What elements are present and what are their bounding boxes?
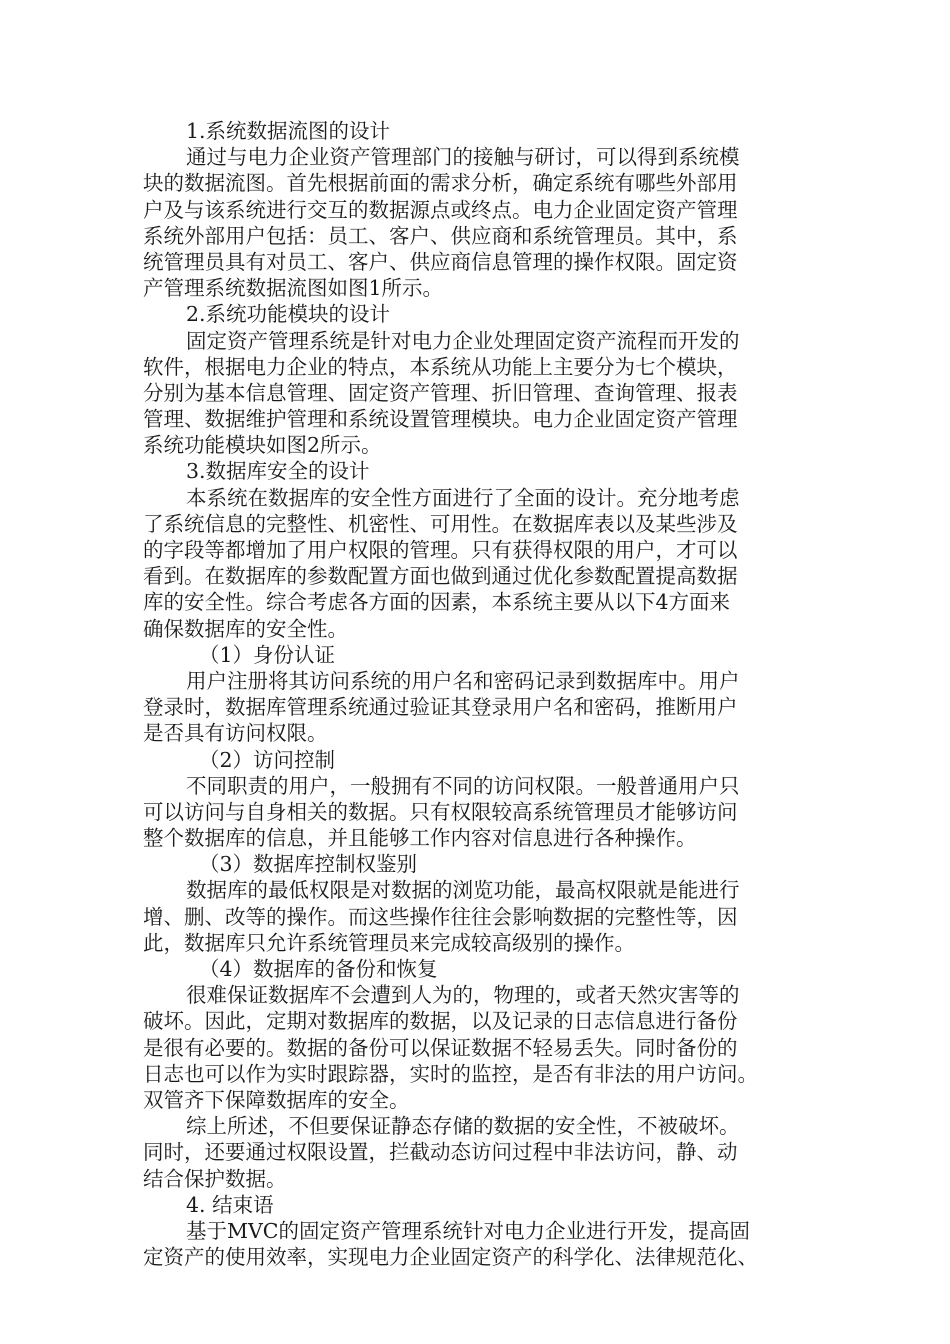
- document-body: [143, 118, 803, 1270]
- text-line: 结合保护数据。: [143, 1166, 287, 1191]
- text-line: 增、删、改等的操作。而这些操作往往会影响数据的完整性等，因: [143, 904, 738, 929]
- text-line: 看到。在数据库的参数配置方面也做到通过优化参数配置提高数据: [143, 564, 738, 589]
- text-line: 3.数据库安全的设计: [186, 459, 370, 484]
- text-line: 库的安全性。综合考虑各方面的因素，本系统主要从以下4方面来: [143, 590, 731, 615]
- text-line: 软件，根据电力企业的特点，本系统从功能上主要分为七个模块，: [143, 354, 738, 379]
- text-line: 整个数据库的信息，并且能够工作内容对信息进行各种操作。: [143, 826, 697, 851]
- text-line: 本系统在数据库的安全性方面进行了全面的设计。充分地考虑: [186, 485, 740, 510]
- text-line: 2.系统功能模块的设计: [186, 302, 391, 327]
- text-line: 很难保证数据库不会遭到人为的，物理的，或者天然灾害等的: [186, 983, 740, 1008]
- text-line: 定资产的使用效率，实现电力企业固定资产的科学化、法律规范化、: [143, 1245, 758, 1270]
- text-line: 通过与电力企业资产管理部门的接触与研讨，可以得到系统模: [186, 145, 740, 170]
- text-line: （3）数据库控制权鉴别: [199, 852, 418, 877]
- text-line: 破坏。因此，定期对数据库的数据，以及记录的日志信息进行备份: [143, 1009, 738, 1034]
- text-line: 此，数据库只允许系统管理员来完成较高级别的操作。: [143, 930, 635, 955]
- text-line: 双管齐下保障数据库的安全。: [143, 1087, 410, 1112]
- text-line: 用户注册将其访问系统的用户名和密码记录到数据库中。用户: [186, 668, 740, 693]
- text-line: 不同职责的用户，一般拥有不同的访问权限。一般普通用户只: [186, 773, 740, 798]
- text-line: 可以访问与自身相关的数据。只有权限较高系统管理员才能够访问: [143, 799, 738, 824]
- text-line: 固定资产管理系统是针对电力企业处理固定资产流程而开发的: [186, 328, 740, 353]
- text-line: 管理、数据维护管理和系统设置管理模块。电力企业固定资产管理: [143, 407, 738, 432]
- text-line: 户及与该系统进行交互的数据源点或终点。电力企业固定资产管理: [143, 197, 738, 222]
- text-line: （2）访问控制: [199, 747, 336, 772]
- text-line: 登录时，数据库管理系统通过验证其登录用户名和密码，推断用户: [143, 695, 738, 720]
- text-line: 确保数据库的安全性。: [143, 616, 348, 641]
- text-line: 系统功能模块如图2所示。: [143, 433, 382, 458]
- text-line: （4）数据库的备份和恢复: [199, 957, 438, 981]
- text-line: 数据库的最低权限是对数据的浏览功能，最高权限就是能进行: [186, 878, 740, 903]
- text-line: 统管理员具有对员工、客户、供应商信息管理的操作权限。固定资: [143, 249, 738, 274]
- text-line: 4. 结束语: [186, 1192, 274, 1217]
- text-line: 是很有必要的。数据的备份可以保证数据不轻易丢失。同时备份的: [143, 1035, 738, 1060]
- text-line: 了系统信息的完整性、机密性、可用性。在数据库表以及某些涉及: [143, 511, 738, 536]
- text-line: 基于MVC的固定资产管理系统针对电力企业进行开发，提高固: [186, 1218, 750, 1243]
- text-line: 同时，还要通过权限设置，拦截动态访问过程中非法访问，静、动: [143, 1140, 738, 1165]
- text-line: 是否具有访问权限。: [143, 721, 328, 746]
- text-line: 综上所述，不但要保证静态存储的数据的安全性，不被破坏。: [186, 1114, 740, 1139]
- text-line: 块的数据流图。首先根据前面的需求分析，确定系统有哪些外部用: [143, 171, 738, 196]
- text-line: 的字段等都增加了用户权限的管理。只有获得权限的用户，才可以: [143, 538, 738, 562]
- text-line: （1）身份认证: [199, 642, 336, 667]
- text-line: 系统外部用户包括：员工、客户、供应商和系统管理员。其中，系: [143, 223, 738, 248]
- text-line: 分别为基本信息管理、固定资产管理、折旧管理、查询管理、报表: [143, 380, 738, 405]
- text-line: 日志也可以作为实时跟踪器，实时的监控，是否有非法的用户访问。: [143, 1061, 758, 1086]
- text-line: 产管理系统数据流图如图1所示。: [143, 276, 444, 301]
- text-line: 1.系统数据流图的设计: [186, 119, 391, 143]
